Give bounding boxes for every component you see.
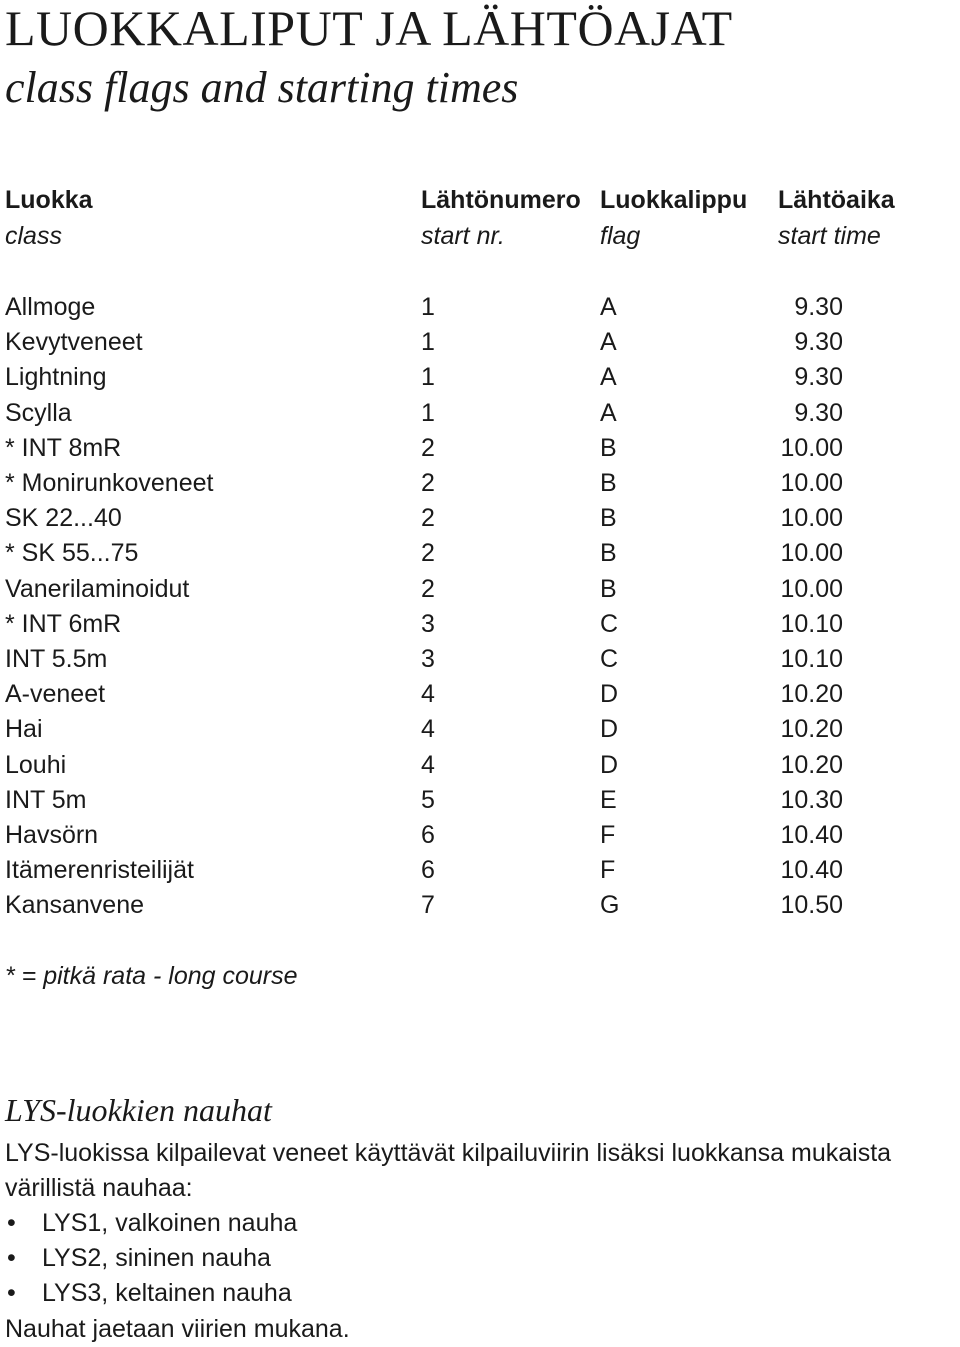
table-row	[5, 783, 955, 818]
cell-flag: D	[600, 715, 619, 743]
bullet-icon: •	[7, 1244, 16, 1272]
table-row	[5, 677, 955, 712]
cell-start-number: 1	[421, 363, 435, 391]
table-header-row	[5, 183, 955, 218]
table-row	[5, 642, 955, 677]
header-start-time: Lähtöaika	[778, 186, 895, 214]
cell-start-number: 4	[421, 751, 435, 779]
cell-class: SK 22...40	[5, 504, 122, 532]
cell-flag: G	[600, 891, 620, 919]
table-row	[5, 572, 955, 607]
cell-class: * INT 6mR	[5, 610, 122, 638]
footnote-long-course: * = pitkä rata - long course	[5, 962, 298, 990]
cell-class: * INT 8mR	[5, 434, 122, 462]
cell-start-time: 10.20	[780, 680, 843, 708]
list-item-text: LYS3, keltainen nauha	[42, 1279, 292, 1307]
subheader-flag: flag	[600, 222, 641, 250]
cell-start-number: 2	[421, 539, 435, 567]
cell-start-number: 3	[421, 610, 435, 638]
header-start-number: Lähtönumero	[421, 186, 581, 214]
cell-flag: F	[600, 821, 616, 849]
table-row	[5, 396, 955, 431]
subheader-class: class	[5, 222, 62, 250]
page-title: LUOKKALIPUT JA LÄHTÖAJAT	[5, 0, 733, 56]
cell-class: Kevytveneet	[5, 328, 143, 356]
table-row	[5, 607, 955, 642]
cell-start-number: 1	[421, 399, 435, 427]
cell-start-time: 10.50	[780, 891, 843, 919]
cell-flag: B	[600, 469, 617, 497]
cell-start-number: 1	[421, 328, 435, 356]
cell-flag: B	[600, 539, 617, 567]
cell-flag: B	[600, 575, 617, 603]
subheader-start-number: start nr.	[421, 222, 505, 250]
cell-class: Lightning	[5, 363, 107, 391]
cell-start-time: 10.40	[780, 856, 843, 884]
table-row	[5, 466, 955, 501]
table-row	[5, 748, 955, 783]
cell-flag: F	[600, 856, 616, 884]
cell-flag: B	[600, 504, 617, 532]
cell-start-time: 9.30	[794, 293, 843, 321]
list-item-text: LYS2, sininen nauha	[42, 1244, 271, 1272]
cell-class: Itämerenristeilijät	[5, 856, 194, 884]
closing-note: Nauhat jaetaan viirien mukana.	[5, 1315, 350, 1343]
cell-start-number: 6	[421, 856, 435, 884]
header-class: Luokka	[5, 186, 93, 214]
cell-class: INT 5.5m	[5, 645, 108, 673]
cell-start-number: 4	[421, 680, 435, 708]
cell-class: Allmoge	[5, 293, 96, 321]
table-row	[5, 888, 955, 923]
table-row	[5, 431, 955, 466]
cell-start-time: 9.30	[794, 363, 843, 391]
list-item-text: LYS1, valkoinen nauha	[42, 1209, 298, 1237]
cell-class: Louhi	[5, 751, 67, 779]
table-subheader-row	[5, 219, 955, 254]
cell-start-time: 10.20	[780, 751, 843, 779]
cell-class: A-veneet	[5, 680, 106, 708]
cell-start-time: 10.00	[780, 469, 843, 497]
cell-class: * Monirunkoveneet	[5, 469, 214, 497]
table-row	[5, 536, 955, 571]
cell-flag: B	[600, 434, 617, 462]
cell-start-time: 9.30	[794, 328, 843, 356]
cell-start-time: 10.20	[780, 715, 843, 743]
table-row	[5, 290, 955, 325]
cell-start-number: 1	[421, 293, 435, 321]
subheader-start-time: start time	[778, 222, 881, 250]
cell-start-time: 10.10	[780, 645, 843, 673]
cell-flag: C	[600, 645, 619, 673]
cell-flag: D	[600, 751, 619, 779]
cell-flag: D	[600, 680, 619, 708]
bullet-icon: •	[7, 1209, 16, 1237]
cell-start-time: 10.30	[780, 786, 843, 814]
lys-paragraph: LYS-luokissa kilpailevat veneet käyttävät kilpailuviirin lisäksi luokkansa mukaista värillistä nauhaa:	[5, 1139, 892, 1202]
section-title-lys: LYS-luokkien nauhat	[5, 1092, 272, 1128]
cell-start-time: 10.00	[780, 434, 843, 462]
cell-class: * SK 55...75	[5, 539, 139, 567]
cell-start-number: 2	[421, 434, 435, 462]
table-row	[5, 501, 955, 536]
cell-flag: A	[600, 363, 617, 391]
cell-class: Vanerilaminoidut	[5, 575, 190, 603]
cell-flag: C	[600, 610, 619, 638]
cell-start-time: 10.00	[780, 575, 843, 603]
cell-start-number: 4	[421, 715, 435, 743]
table-row	[5, 325, 955, 360]
cell-flag: A	[600, 293, 617, 321]
cell-class: Scylla	[5, 399, 72, 427]
header-flag: Luokkalippu	[600, 186, 748, 214]
cell-start-number: 7	[421, 891, 435, 919]
bullet-icon: •	[7, 1279, 16, 1307]
cell-start-number: 2	[421, 469, 435, 497]
cell-start-time: 9.30	[794, 399, 843, 427]
cell-start-number: 2	[421, 575, 435, 603]
cell-start-number: 6	[421, 821, 435, 849]
cell-class: Kansanvene	[5, 891, 145, 919]
cell-start-number: 2	[421, 504, 435, 532]
cell-start-time: 10.00	[780, 504, 843, 532]
table-row	[5, 360, 955, 395]
cell-start-number: 3	[421, 645, 435, 673]
cell-class: Hai	[5, 715, 43, 743]
table-row	[5, 712, 955, 747]
cell-start-number: 5	[421, 786, 435, 814]
cell-flag: E	[600, 786, 617, 814]
cell-flag: A	[600, 399, 617, 427]
table-row	[5, 853, 955, 888]
cell-flag: A	[600, 328, 617, 356]
cell-class: Havsörn	[5, 821, 99, 849]
cell-class: INT 5m	[5, 786, 87, 814]
cell-start-time: 10.00	[780, 539, 843, 567]
page-subtitle: class flags and starting times	[5, 63, 519, 112]
cell-start-time: 10.10	[780, 610, 843, 638]
cell-start-time: 10.40	[780, 821, 843, 849]
table-row	[5, 818, 955, 853]
